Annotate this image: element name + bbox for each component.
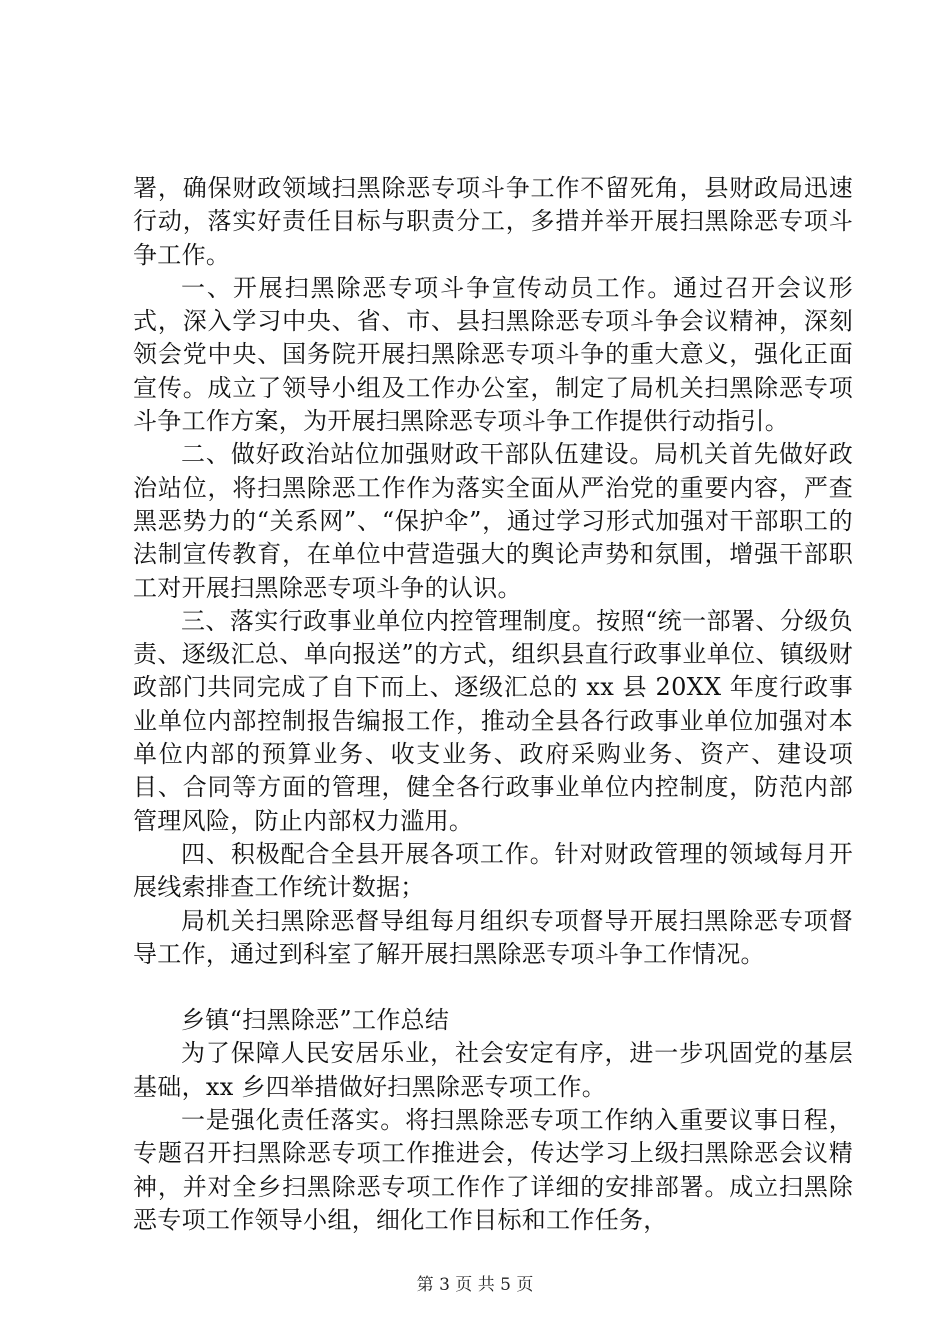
paragraph-item-1: 一、开展扫黑除恶专项斗争宣传动员工作。通过召开会议形式，深入学习中央、省、市、县扫黑除恶专项斗争会议精神，深刻领会党中央、国务院开展扫黑除恶专项斗争的重大意义，强化正面宣传。成立了领导小组及工作办公室，制定了局机关扫黑除恶专项斗争工作方案，为开展扫黑除恶专项斗争工作提供行动指引。	[133, 273, 853, 436]
paragraph-item-2: 二、做好政治站位加强财政干部队伍建设。局机关首先做好政治站位，将扫黑除恶工作作为落实全面从严治党的重要内容，严查黑恶势力的“关系网”、“保护伞”，通过学习形式加强对干部职工的法制宣传教育，在单位中营造强大的舆论声势和氛围，增强干部职工对开展扫黑除恶专项斗争的认识。	[133, 440, 853, 602]
document-body	[133, 172, 853, 1237]
paragraph-item-4: 四、积极配合全县开展各项工作。针对财政管理的领域每月开展线索排查工作统计数据；	[133, 839, 853, 902]
page-number-footer: 第 3 页 共 5 页	[416, 1275, 534, 1295]
paragraph-measure-1: 一是强化责任落实。将扫黑除恶专项工作纳入重要议事日程，专题召开扫黑除恶专项工作推进会，传达学习上级扫黑除恶会议精神，并对全乡扫黑除恶专项工作作了详细的安排部署。成立扫黑除恶专项工作领导小组，细化工作目标和工作任务，	[133, 1106, 853, 1234]
paragraph-item-3: 三、落实行政事业单位内控管理制度。按照“统一部署、分级负责、逐级汇总、单向报送”的方式，组织县直行政事业单位、镇级财政部门共同完成了自下而上、逐级汇总的 xx 县 20XX 年度行政事业单位内部控制报告编报工作，推动全县各行政事业单位加强对本单位内部的预算业务、收支业务、政府采购业务、资产、建设项目、合同等方面的管理，健全各行政事业单位内控制度，防范内部管理风险，防止内部权力滥用。	[133, 606, 853, 835]
paragraph-intro: 为了保障人民安居乐业，社会安定有序，进一步巩固党的基层基础，xx 乡四举措做好扫黑除恶专项工作。	[133, 1039, 853, 1101]
paragraph-supervision: 局机关扫黑除恶督导组每月组织专项督导开展扫黑除恶专项督导工作，通过到科室了解开展扫黑除恶专项斗争工作情况。	[133, 906, 853, 968]
section-title: 乡镇“扫黑除恶”工作总结	[181, 1006, 450, 1035]
paragraph-continuation: 署，确保财政领域扫黑除恶专项斗争工作不留死角，县财政局迅速行动，落实好责任目标与职责分工，多措并举开展扫黑除恶专项斗争工作。	[133, 174, 853, 269]
